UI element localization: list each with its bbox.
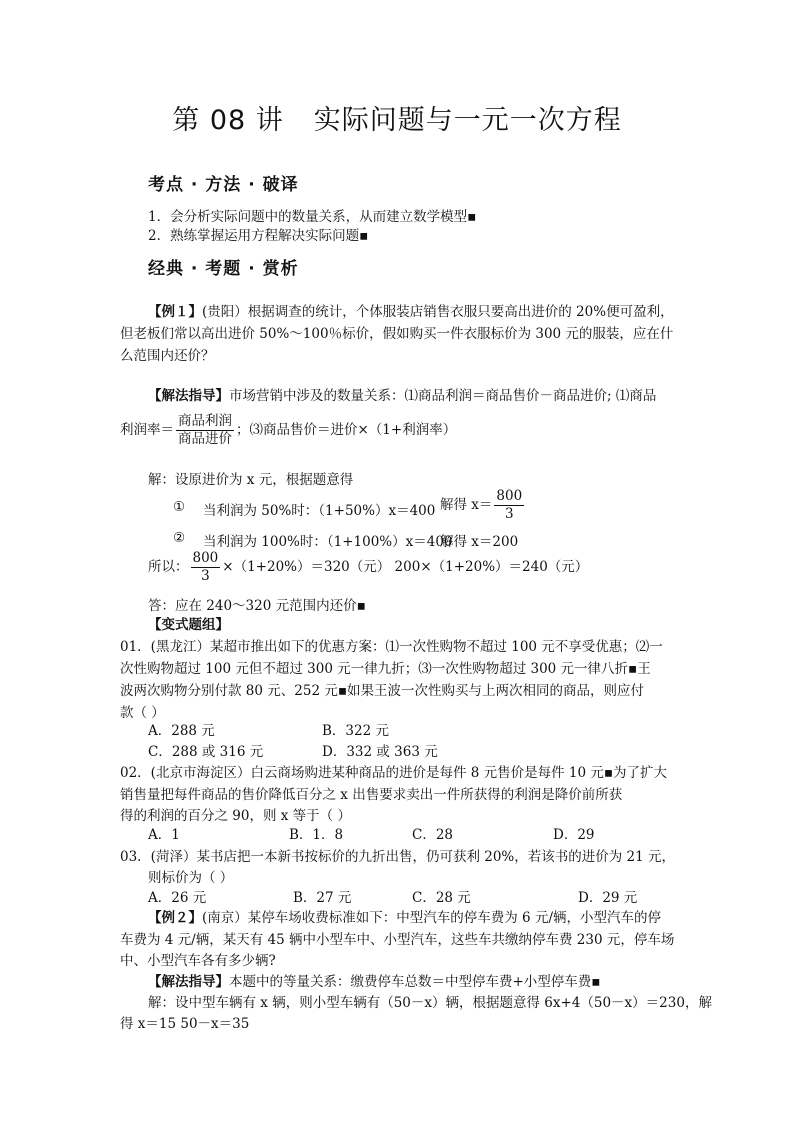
q02-option-d: D．29	[553, 827, 595, 843]
so-fraction	[191, 550, 221, 585]
page-title	[0, 98, 794, 137]
q01-line: 款（ ）	[120, 705, 165, 721]
case1-line	[173, 499, 185, 515]
solution2-line: 得 x＝15 50－x＝35	[120, 1016, 250, 1032]
example1-line: 但老板们常以高出进价 50%～100％标价，假如购买一件衣服标价为 300 元的服装，应在什	[120, 326, 674, 342]
example2-text: (南京）某停车场收费标准如下：中型汽车的停车费为 6 元/辆，小型汽车的停	[202, 910, 661, 926]
fraction-numerator: 800	[192, 550, 219, 566]
lecture-topic: 实际问题与一元一次方程	[313, 105, 622, 136]
q03-option-a: A．26 元	[148, 890, 207, 906]
q03-option-c: C．28 元	[412, 890, 471, 906]
guide1-text: 市场营销中涉及的数量关系：⑴商品利润＝商品售价－商品进价; ⑴商品	[229, 388, 657, 404]
fraction-denominator: 3	[201, 568, 210, 584]
q03-line: 03．(菏泽）某书店把一本新书按标价的九折出售，仍可获利 20%，若该书的进价为 21 元，	[120, 849, 676, 865]
example1-line: 么范围内还价？	[120, 348, 215, 364]
q01-line: 次性购物超过 100 元但不超过 300 元一律九折；⑶一次性购物超过 300 元一律八折▪王	[120, 661, 651, 677]
example2-line: 车费为 4 元/辆，某天有 45 辆中小型车中、小型汽车，这些车共缴纳停车费 230 元，停车场	[120, 932, 675, 948]
q01-line: 01．(黑龙江）某超市推出如下的优惠方案：⑴一次性购物不超过 100 元不享受优惠；⑵一	[120, 639, 663, 655]
fraction-numerator: 800	[496, 488, 523, 504]
q01-line: 波两次购物分别付款 80 元、252 元▪如果王波一次性购买与上两次相同的商品，则应付	[120, 683, 644, 699]
objective-item: 2．熟练掌握运用方程解决实际问题▪	[148, 228, 369, 244]
so-line	[148, 550, 588, 585]
q01-option-d: D．332 或 363 元	[322, 744, 438, 760]
case1-equation: 当利润为 50%时：（1+50%）x＝400	[203, 503, 436, 519]
q03-option-d: D．29 元	[578, 890, 638, 906]
case2-answer: 解得 x＝200	[440, 534, 519, 550]
case1-fraction	[494, 488, 524, 523]
profit-rate-fraction	[176, 413, 234, 448]
q02-line: 02．(北京市海淀区）白云商场购进某种商品的进价是每件 8 元售价是每件 10 元▪为了扩大	[120, 765, 668, 781]
guide1-label: 【解法指导】	[148, 388, 229, 404]
guide1-formula	[120, 413, 456, 448]
guide1-formula-prefix: 利润率＝	[120, 422, 174, 438]
q01-option-b: B．322 元	[322, 723, 389, 739]
q02-option-a: A．1	[148, 827, 180, 843]
lecture-number: 第 08 讲	[172, 105, 284, 136]
q01-option-a: A．288 元	[148, 723, 215, 739]
example1-line	[148, 300, 674, 320]
case1-answer	[440, 488, 526, 523]
example2-line: 中、小型汽车各有多少辆?	[120, 953, 276, 969]
solution2-line: 解：设中型车辆有 x 辆，则小型车辆有（50－x）辆，根据题意得 6x+4（50－x）＝230，解	[148, 995, 712, 1011]
guide2-line	[148, 970, 600, 990]
case2-equation: 当利润为 100%时：（1+100%）x＝400	[203, 534, 453, 550]
q02-line: 销售量把每件商品的售价降低百分之 x 出售要求卖出一件所获得的利润是降价前所获	[120, 787, 623, 803]
fraction-denominator: 3	[505, 506, 514, 522]
section-heading-classic-problems: 经典 · 考题 · 赏析	[148, 259, 299, 279]
example2-line	[148, 906, 661, 926]
section-heading-key-points: 考点 · 方法 · 破译	[148, 175, 299, 195]
example1-text: (贵阳）根据调查的统计，个体服装店销售衣服只要高出进价的 20%便可盈利，	[202, 304, 674, 320]
guide1-formula-suffix: ；⑶商品售价＝进价×（1+利润率）	[236, 422, 457, 438]
case2-marker: ②	[173, 530, 186, 546]
q02-option-c: C．28	[412, 827, 454, 843]
example1-label: 【例１】	[148, 304, 202, 320]
variant-group-label: 【变式题组】	[148, 617, 229, 633]
answer-line: 答：应在 240～320 元范围内还价▪	[148, 598, 366, 614]
q03-line: 则标价为（ ）	[148, 870, 234, 886]
example2-label: 【例２】	[148, 910, 202, 926]
guide2-text: 本题中的等量关系：缴费停车总数＝中型停车费+小型停车费▪	[229, 974, 601, 990]
objective-item: 1．会分析实际问题中的数量关系，从而建立数学模型▪	[148, 209, 477, 225]
so-text: ×（1+20%）＝320（元） 200×（1+20%）＝240（元）	[222, 559, 589, 575]
fraction-numerator: 商品利润	[178, 413, 232, 429]
q02-option-b: B．1．8	[289, 827, 344, 843]
guide1-line	[148, 384, 656, 404]
q03-option-b: B．27 元	[293, 890, 352, 906]
q02-line: 得的利润的百分之 90，则 x 等于（ ）	[120, 808, 351, 824]
fraction-denominator: 商品进价	[178, 431, 232, 447]
guide2-label: 【解法指导】	[148, 974, 229, 990]
case1-answer-text: 解得 x＝	[440, 497, 493, 513]
q01-option-c: C．288 或 316 元	[148, 744, 264, 760]
case1-marker: ①	[173, 499, 186, 515]
so-label: 所以：	[148, 559, 189, 575]
solution1-intro: 解：设原进价为 x 元，根据题意得	[148, 472, 354, 488]
